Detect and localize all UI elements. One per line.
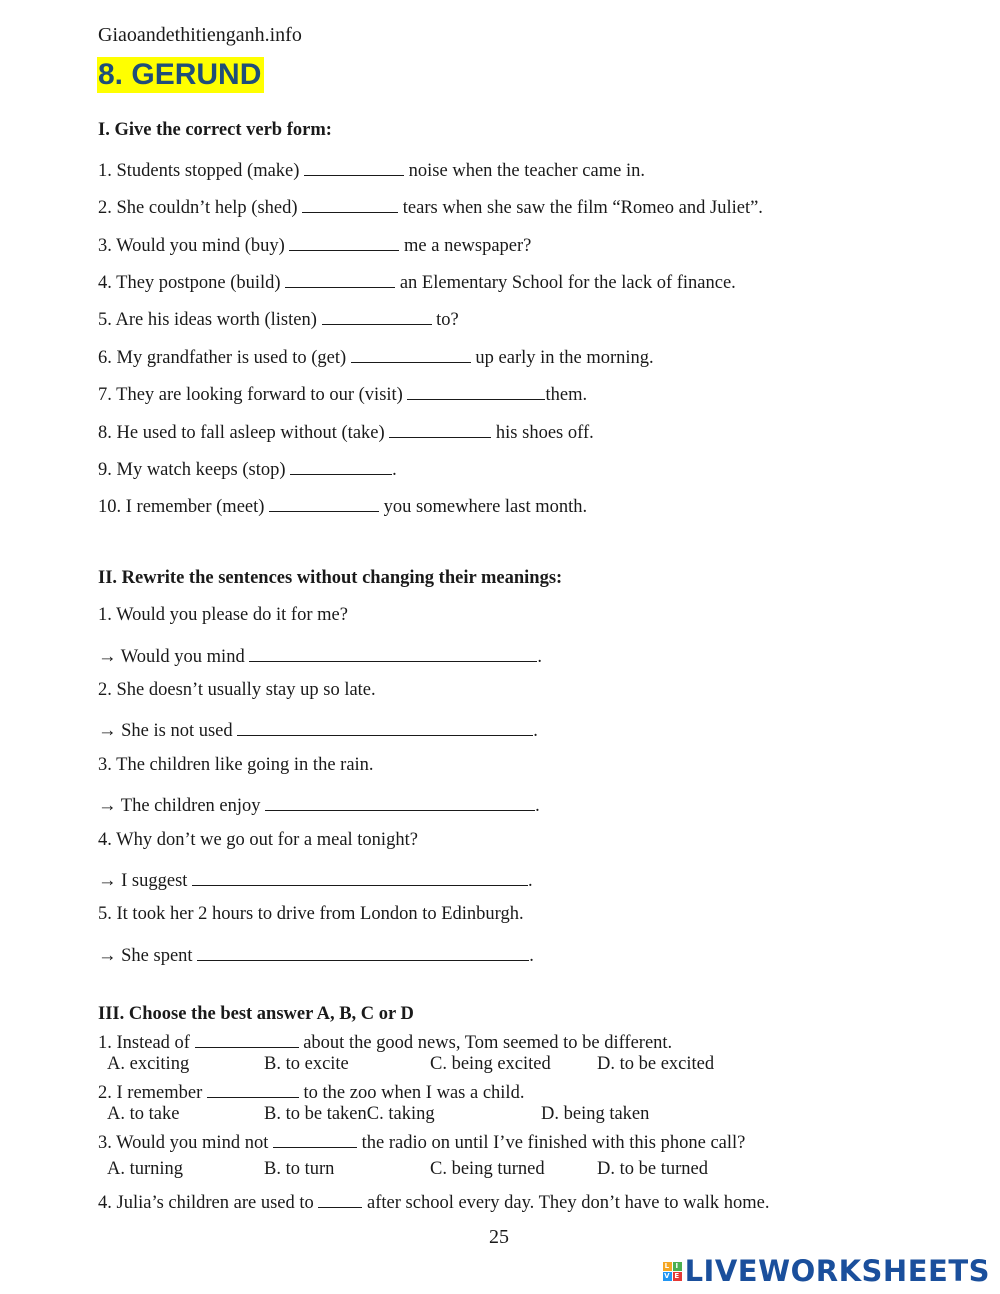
option-d[interactable]: D. to be turned [597, 1159, 708, 1179]
s1-item-2: 2. She couldn’t help (shed) tears when she saw the film “Romeo and Juliet”. [98, 194, 763, 219]
answer-blank[interactable] [304, 157, 404, 176]
s1-item-1: 1. Students stopped (make) noise when the teacher came in. [98, 157, 645, 182]
answer-blank[interactable] [197, 942, 529, 961]
s1-item-8: 8. He used to fall asleep without (take) his shoes off. [98, 419, 594, 444]
site-name: Giaoandethitienganh.info [98, 24, 302, 46]
logo-text: LIVEWORKSHEETS [684, 1254, 990, 1288]
s3-question-2: 2. I remember to the zoo when I was a child. [98, 1079, 524, 1104]
answer-blank[interactable] [318, 1189, 362, 1208]
answer-blank[interactable] [285, 269, 395, 288]
option-a[interactable]: A. turning [107, 1159, 184, 1179]
answer-blank[interactable] [322, 306, 432, 325]
s2-sentence-1: 1. Would you please do it for me? [98, 605, 348, 625]
s3-question-4: 4. Julia’s children are used to after school every day. They don’t have to walk home. [98, 1189, 769, 1214]
section-3-heading: III. Choose the best answer A, B, C or D [98, 1004, 414, 1024]
s2-sentence-3: 3. The children like going in the rain. [98, 755, 374, 775]
s2-rewrite-2: → She is not used . [98, 717, 538, 742]
answer-blank[interactable] [351, 344, 471, 363]
s2-rewrite-1: → Would you mind . [98, 643, 542, 668]
s2-rewrite-4: → I suggest . [98, 867, 533, 892]
option-b[interactable]: B. to turn [264, 1159, 335, 1179]
page-title: 8. GERUND [97, 57, 264, 93]
option-d[interactable]: D. being taken [541, 1104, 650, 1124]
option-b[interactable]: B. to excite [264, 1054, 349, 1074]
option-a[interactable]: A. to take [107, 1104, 180, 1124]
option-d[interactable]: D. to be excited [597, 1054, 715, 1074]
page-number: 25 [489, 1226, 509, 1248]
logo-mark-icon: L I V E [664, 1261, 680, 1280]
section-1-heading: I. Give the correct verb form: [98, 120, 332, 140]
s1-item-3: 3. Would you mind (buy) me a newspaper? [98, 232, 531, 257]
s2-sentence-4: 4. Why don’t we go out for a meal tonight? [98, 830, 418, 850]
answer-blank[interactable] [249, 643, 537, 662]
answer-blank[interactable] [269, 493, 379, 512]
s1-item-9: 9. My watch keeps (stop) . [98, 456, 397, 481]
s2-rewrite-5: → She spent . [98, 942, 534, 967]
s1-item-5: 5. Are his ideas worth (listen) to? [98, 306, 459, 331]
s2-rewrite-3: → The children enjoy . [98, 792, 540, 817]
answer-blank[interactable] [407, 381, 545, 400]
option-c[interactable]: C. being turned [430, 1159, 545, 1179]
answer-blank[interactable] [302, 194, 398, 213]
s1-item-4: 4. They postpone (build) an Elementary School for the lack of finance. [98, 269, 736, 294]
s1-item-7: 7. They are looking forward to our (visit) them. [98, 381, 587, 406]
s3-question-1: 1. Instead of about the good news, Tom seemed to be different. [98, 1029, 672, 1054]
answer-blank[interactable] [207, 1079, 299, 1098]
answer-blank[interactable] [192, 867, 528, 886]
option-a[interactable]: A. exciting [107, 1054, 190, 1074]
s1-item-6: 6. My grandfather is used to (get) up early in the morning. [98, 344, 654, 369]
s3-question-3: 3. Would you mind not the radio on until I’ve finished with this phone call? [98, 1129, 745, 1154]
s2-sentence-2: 2. She doesn’t usually stay up so late. [98, 680, 376, 700]
option-c[interactable]: C. being excited [430, 1054, 551, 1074]
answer-blank[interactable] [265, 792, 535, 811]
s1-item-10: 10. I remember (meet) you somewhere last month. [98, 493, 587, 518]
answer-blank[interactable] [389, 419, 491, 438]
answer-blank[interactable] [195, 1029, 299, 1048]
answer-blank[interactable] [289, 232, 399, 251]
answer-blank[interactable] [237, 717, 533, 736]
section-2-heading: II. Rewrite the sentences without changing their meanings: [98, 568, 563, 588]
liveworksheets-logo [663, 1254, 990, 1288]
option-b[interactable]: B. to be takenC. taking [264, 1104, 435, 1124]
s2-sentence-5: 5. It took her 2 hours to drive from London to Edinburgh. [98, 904, 524, 924]
answer-blank[interactable] [273, 1129, 357, 1148]
answer-blank[interactable] [290, 456, 392, 475]
